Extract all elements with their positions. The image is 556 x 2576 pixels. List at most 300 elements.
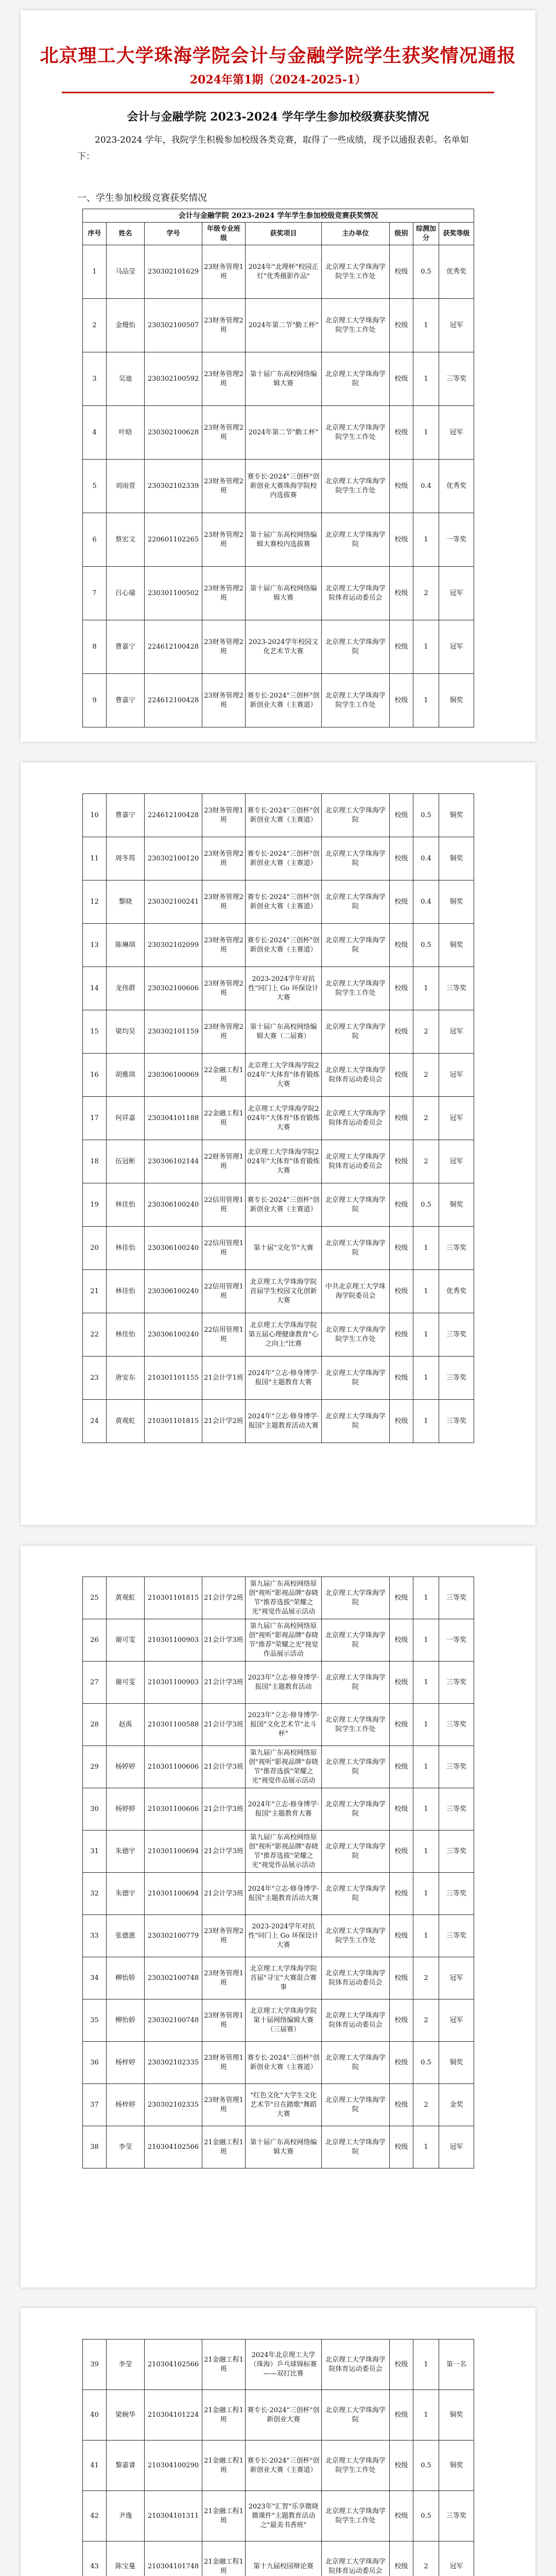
cell-name: 吴迪: [107, 352, 145, 406]
cell-project: 北京理工大学珠海学院首届学生校园文化创新大赛: [246, 1270, 322, 1313]
cell-name: 陈宝蔓: [107, 2541, 145, 2576]
cell-award: 铜奖: [439, 2441, 474, 2491]
cell-student-id: 210304101224: [145, 2390, 202, 2441]
table-row: [83, 2541, 474, 2576]
cell-score: 1: [413, 620, 439, 674]
cell-organizer: 北京理工大学珠海学院: [322, 1010, 390, 1054]
cell-project: 2024年"立志·修身博学·报国"主题教育大赛: [246, 1357, 322, 1400]
cell-organizer: 北京理工大学珠海学院: [322, 513, 390, 567]
cell-project: 赛专长·2024"三创杯"创新创业大赛珠海学院校内选拔赛: [246, 460, 322, 513]
cell-score: 1: [413, 1746, 439, 1788]
cell-project: 2024年"立志·修身博学·报国"主题教育活动大赛: [246, 1873, 322, 1915]
cell-project: 第九届广东高校网络原创"视听"影视品牌"春晓节"推荐"荣耀之光"视觉作品展示活动: [246, 1619, 322, 1662]
cell-class: 23财务管理1班: [202, 794, 246, 837]
cell-award: 铜奖: [439, 2042, 474, 2084]
cell-name: 柳怡娇: [107, 1999, 145, 2042]
cell-project: 第九届广东高校网络原创"视听"影视品牌"春晓节"推荐选拔"荣耀之光"视觉作品展示活动: [246, 1746, 322, 1788]
table-row: [83, 1873, 474, 1915]
cell-organizer: 北京理工大学珠海学院: [322, 1873, 390, 1915]
cell-class: 21会计学1班: [202, 1357, 246, 1400]
cell-number: 42: [83, 2491, 107, 2541]
cell-number: 21: [83, 1270, 107, 1313]
cell-award: 铜奖: [439, 794, 474, 837]
column-header: 综测加分: [413, 223, 439, 245]
awards-table: [82, 209, 474, 727]
cell-project: 赛专长·2024"三创杯"创新创业大赛（主赛道）: [246, 880, 322, 924]
cell-class: 21会计学2班: [202, 1400, 246, 1443]
cell-number: 3: [83, 352, 107, 406]
cell-class: 23财务管理2班: [202, 299, 246, 352]
table-row: [83, 1831, 474, 1873]
cell-award: 一等奖: [439, 1619, 474, 1662]
cell-project: 2023-2024学年对抗性"同门上 Go 环保设计大赛: [246, 1915, 322, 1957]
cell-class: 23财务管理2班: [202, 513, 246, 567]
cell-class: 23财务管理1班: [202, 2084, 246, 2126]
table-row: [83, 674, 474, 727]
cell-score: 0.5: [413, 1183, 439, 1227]
cell-name: 林佳怡: [107, 1227, 145, 1270]
cell-score: 1: [413, 2126, 439, 2168]
cell-name: 何祥嘉: [107, 1097, 145, 1140]
cell-student-id: 230306100240: [145, 1313, 202, 1357]
cell-award: 三等奖: [439, 1831, 474, 1873]
cell-student-id: 220601102265: [145, 513, 202, 567]
table-row: [83, 1313, 474, 1357]
cell-class: 21会计学3班: [202, 1619, 246, 1662]
cell-class: 22财务管理1班: [202, 1140, 246, 1183]
cell-score: 1: [413, 1227, 439, 1270]
cell-score: 2: [413, 1010, 439, 1054]
cell-student-id: 224612100428: [145, 674, 202, 727]
table-row: [83, 352, 474, 406]
cell-name: 黎晓: [107, 880, 145, 924]
cell-name: 朱德宇: [107, 1831, 145, 1873]
cell-score: 1: [413, 2390, 439, 2441]
table-body: [83, 1577, 474, 2168]
cell-student-id: 230302100241: [145, 880, 202, 924]
cell-level: 校级: [390, 1831, 413, 1873]
cell-class: 23财务管理2班: [202, 620, 246, 674]
cell-number: 43: [83, 2541, 107, 2576]
cell-name: 谢可雯: [107, 1619, 145, 1662]
table-row: [83, 2340, 474, 2390]
cell-award: 铜奖: [439, 2390, 474, 2441]
cell-level: 校级: [390, 1873, 413, 1915]
cell-student-id: 230302100748: [145, 1957, 202, 1999]
cell-level: 校级: [390, 1010, 413, 1054]
cell-score: 1: [413, 967, 439, 1010]
cell-number: 28: [83, 1704, 107, 1746]
table-row: [83, 1999, 474, 2042]
cell-class: 22信用管理1班: [202, 1227, 246, 1270]
cell-level: 校级: [390, 1577, 413, 1619]
cell-name: 梁均昊: [107, 1010, 145, 1054]
cell-class: 23财务管理1班: [202, 245, 246, 299]
cell-score: 1: [413, 1400, 439, 1443]
cell-organizer: 北京理工大学珠海学院: [322, 1619, 390, 1662]
cell-level: 校级: [390, 837, 413, 880]
document-page-3: [21, 1546, 535, 2287]
cell-name: 梁婉华: [107, 2390, 145, 2441]
cell-level: 校级: [390, 2491, 413, 2541]
cell-student-id: 210301100588: [145, 1704, 202, 1746]
cell-organizer: 北京理工大学珠海学院学生工作处: [322, 674, 390, 727]
table-body: [83, 794, 474, 1443]
cell-student-id: 230302102099: [145, 924, 202, 967]
cell-number: 32: [83, 1873, 107, 1915]
cell-project: 2023-2024学年对抗性"同门上 Go 环保设计大赛: [246, 967, 322, 1010]
cell-student-id: 230304101188: [145, 1097, 202, 1140]
cell-project: 赛专长·2024"三创杯"创新创业大赛（主赛道）: [246, 924, 322, 967]
cell-name: 李莹: [107, 2340, 145, 2390]
cell-score: 1: [413, 1577, 439, 1619]
cell-number: 41: [83, 2441, 107, 2491]
cell-class: 21会计学3班: [202, 1873, 246, 1915]
cell-award: 三等奖: [439, 1227, 474, 1270]
cell-level: 校级: [390, 620, 413, 674]
cell-number: 29: [83, 1746, 107, 1788]
column-header: 级别: [390, 223, 413, 245]
cell-name: 叶晗: [107, 406, 145, 460]
cell-level: 校级: [390, 567, 413, 620]
cell-number: 14: [83, 967, 107, 1010]
cell-student-id: 210301101155: [145, 1357, 202, 1400]
cell-number: 11: [83, 837, 107, 880]
cell-project: 北京理工大学珠海学院2024年"大体育"体育锻炼大赛: [246, 1054, 322, 1097]
cell-award: 铜奖: [439, 880, 474, 924]
cell-level: 校级: [390, 967, 413, 1010]
cell-level: 校级: [390, 1140, 413, 1183]
cell-score: 0.5: [413, 794, 439, 837]
cell-number: 37: [83, 2084, 107, 2126]
cell-organizer: 北京理工大学珠海学院: [322, 1183, 390, 1227]
cell-number: 22: [83, 1313, 107, 1357]
cell-number: 26: [83, 1619, 107, 1662]
document-page-2: [21, 762, 535, 1525]
cell-project: 北京理工大学珠海学院第五届心理健康教育"心之向上"比赛: [246, 1313, 322, 1357]
cell-organizer: 北京理工大学珠海学院学生工作处: [322, 2491, 390, 2541]
cell-name: 黎嘉睿: [107, 2441, 145, 2491]
cell-organizer: 北京理工大学珠海学院: [322, 1357, 390, 1400]
cell-student-id: 224612100428: [145, 620, 202, 674]
cell-name: 胡雅琪: [107, 1054, 145, 1097]
cell-class: 21会计学3班: [202, 1746, 246, 1788]
cell-number: 17: [83, 1097, 107, 1140]
cell-student-id: 230302100507: [145, 299, 202, 352]
cell-name: 吕心瑜: [107, 567, 145, 620]
cell-project: 2024年"立志·修身博学·报国"主题教育大赛: [246, 1788, 322, 1831]
report-subtitle: 会计与金融学院 2023-2024 学年学生参加校级赛获奖情况: [127, 110, 429, 124]
cell-award: 冠军: [439, 620, 474, 674]
cell-class: 22信用管理1班: [202, 1183, 246, 1227]
cell-class: 21金融工程1班: [202, 2340, 246, 2390]
cell-student-id: 230301100502: [145, 567, 202, 620]
cell-project: 第十届广东高校网络编辑大赛: [246, 2126, 322, 2168]
cell-class: 23财务管理2班: [202, 924, 246, 967]
cell-class: 23财务管理2班: [202, 674, 246, 727]
cell-project: 第十届"文化节"大赛: [246, 1227, 322, 1270]
cell-level: 校级: [390, 2441, 413, 2491]
cell-score: 1: [413, 2340, 439, 2390]
cell-student-id: 210304102566: [145, 2340, 202, 2390]
cell-class: 21会计学3班: [202, 1662, 246, 1704]
cell-project: 第十届广东高校网络编辑大赛校内选拔赛: [246, 513, 322, 567]
cell-level: 校级: [390, 1999, 413, 2042]
cell-level: 校级: [390, 1227, 413, 1270]
cell-award: 冠军: [439, 406, 474, 460]
cell-student-id: 210301100903: [145, 1619, 202, 1662]
cell-score: 1: [413, 1313, 439, 1357]
table-row: [83, 1915, 474, 1957]
awards-table-continued: [82, 1577, 474, 2168]
cell-organizer: 北京理工大学珠海学院: [322, 1788, 390, 1831]
table-row: [83, 1183, 474, 1227]
document-page-1: [21, 10, 535, 742]
cell-student-id: 210304101748: [145, 2541, 202, 2576]
table-row: [83, 406, 474, 460]
cell-class: 23财务管理2班: [202, 837, 246, 880]
cell-project: 赛专长·2024"三创杯"创新创业大赛（主赛道）: [246, 2042, 322, 2084]
cell-organizer: 北京理工大学珠海学院学生工作处: [322, 1704, 390, 1746]
table-row: [83, 924, 474, 967]
cell-award: 冠军: [439, 1140, 474, 1183]
cell-name: 赵禹: [107, 1704, 145, 1746]
cell-number: 27: [83, 1662, 107, 1704]
cell-organizer: 北京理工大学珠海学院体育运动委员会: [322, 1957, 390, 1999]
cell-score: 2: [413, 1054, 439, 1097]
cell-student-id: 230302102335: [145, 2042, 202, 2084]
cell-score: 0.5: [413, 2491, 439, 2541]
cell-student-id: 230302100120: [145, 837, 202, 880]
cell-award: 三等奖: [439, 967, 474, 1010]
cell-award: 三等奖: [439, 1873, 474, 1915]
cell-award: 三等奖: [439, 1313, 474, 1357]
cell-student-id: 210301100903: [145, 1662, 202, 1704]
cell-award: 三等奖: [439, 1357, 474, 1400]
cell-organizer: 北京理工大学珠海学院学生工作处: [322, 1915, 390, 1957]
table-row: [83, 245, 474, 299]
cell-score: 1: [413, 1270, 439, 1313]
cell-class: 22金融工程1班: [202, 1054, 246, 1097]
cell-project: 第十届广东高校网络编辑大赛: [246, 352, 322, 406]
cell-level: 校级: [390, 406, 413, 460]
cell-organizer: 北京理工大学珠海学院学生工作处: [322, 245, 390, 299]
cell-score: 1: [413, 352, 439, 406]
cell-organizer: 北京理工大学珠海学院: [322, 1831, 390, 1873]
cell-project: 2024年第二节"勤工杯": [246, 406, 322, 460]
cell-score: 1: [413, 1831, 439, 1873]
cell-organizer: 北京理工大学珠海学院: [322, 794, 390, 837]
cell-name: 陈琳琪: [107, 924, 145, 967]
cell-name: 张德惠: [107, 1915, 145, 1957]
cell-number: 36: [83, 2042, 107, 2084]
cell-number: 25: [83, 1577, 107, 1619]
cell-student-id: 230302100592: [145, 352, 202, 406]
cell-number: 33: [83, 1915, 107, 1957]
cell-award: 铜奖: [439, 674, 474, 727]
cell-class: 21金融工程1班: [202, 2390, 246, 2441]
cell-organizer: 北京理工大学珠海学院: [322, 352, 390, 406]
cell-name: 唐安东: [107, 1357, 145, 1400]
table-header-row: [83, 223, 474, 245]
cell-class: 21会计学3班: [202, 1788, 246, 1831]
cell-level: 校级: [390, 1788, 413, 1831]
cell-organizer: 北京理工大学珠海学院学生工作处: [322, 967, 390, 1010]
column-header: 主办单位: [322, 223, 390, 245]
cell-project: 北京理工大学珠海学院第十届网络编辑大赛（三届赛）: [246, 1999, 322, 2042]
cell-award: 三等奖: [439, 1400, 474, 1443]
table-row: [83, 1704, 474, 1746]
cell-level: 校级: [390, 1400, 413, 1443]
cell-award: 冠军: [439, 2541, 474, 2576]
cell-class: 23财务管理2班: [202, 460, 246, 513]
cell-number: 12: [83, 880, 107, 924]
cell-name: 柳怡娇: [107, 1957, 145, 1999]
cell-score: 1: [413, 1788, 439, 1831]
cell-score: 2: [413, 1957, 439, 1999]
table-row: [83, 1357, 474, 1400]
table-caption: 会计与金融学院 2023-2024 学年学生参加校级竞赛获奖情况: [83, 209, 474, 223]
table-row: [83, 1746, 474, 1788]
cell-name: 杨婷婷: [107, 1788, 145, 1831]
cell-project: 第十九届校园辩论赛: [246, 2541, 322, 2576]
cell-name: 杨婷婷: [107, 1746, 145, 1788]
cell-organizer: 北京理工大学珠海学院体育运动委员会: [322, 1054, 390, 1097]
cell-level: 校级: [390, 1619, 413, 1662]
table-row: [83, 567, 474, 620]
cell-organizer: 北京理工大学珠海学院: [322, 924, 390, 967]
cell-number: 24: [83, 1400, 107, 1443]
cell-name: 伍冠彬: [107, 1140, 145, 1183]
cell-class: 23财务管理1班: [202, 1957, 246, 1999]
cell-number: 30: [83, 1788, 107, 1831]
cell-class: 23财务管理2班: [202, 406, 246, 460]
cell-award: 冠军: [439, 2126, 474, 2168]
cell-student-id: 230302102335: [145, 2084, 202, 2126]
cell-class: 23财务管理2班: [202, 880, 246, 924]
cell-student-id: 230302102339: [145, 460, 202, 513]
table-row: [83, 2126, 474, 2168]
table-row: [83, 1577, 474, 1619]
cell-organizer: 北京理工大学珠海学院体育运动委员会: [322, 2340, 390, 2390]
cell-award: 第一名: [439, 2340, 474, 2390]
cell-score: 1: [413, 1704, 439, 1746]
cell-level: 校级: [390, 1313, 413, 1357]
table-row: [83, 2491, 474, 2541]
cell-award: 铜奖: [439, 1183, 474, 1227]
cell-name: 李莹: [107, 2126, 145, 2168]
cell-score: 1: [413, 1357, 439, 1400]
cell-student-id: 230306100240: [145, 1270, 202, 1313]
cell-name: 曹嘉宁: [107, 794, 145, 837]
cell-score: 2: [413, 2541, 439, 2576]
cell-award: 铜奖: [439, 924, 474, 967]
cell-project: 2024年"北理杯"校园正灯"优秀摄影作品": [246, 245, 322, 299]
cell-number: 19: [83, 1183, 107, 1227]
intro-paragraph: 2023-2024 学年，我院学生积极参加校级各类竞赛，取得了一些成绩，现予以通报表彰。名单如下：: [77, 135, 469, 162]
cell-number: 35: [83, 1999, 107, 2042]
cell-name: 杨梓婷: [107, 2084, 145, 2126]
cell-class: 21金融工程1班: [202, 2441, 246, 2491]
table-row: [83, 2441, 474, 2491]
cell-organizer: 北京理工大学珠海学院体育运动委员会: [322, 567, 390, 620]
cell-number: 10: [83, 794, 107, 837]
cell-award: 优秀奖: [439, 245, 474, 299]
cell-project: 第九届广东高校网络原创"视听"影视品牌"春晓节"推荐选拔"荣耀之光"视觉作品展示活动: [246, 1831, 322, 1873]
cell-award: 三等奖: [439, 1662, 474, 1704]
cell-name: 尹逸: [107, 2491, 145, 2541]
cell-name: 龙伟群: [107, 967, 145, 1010]
cell-name: 杨梓婷: [107, 2042, 145, 2084]
cell-name: 金熳怡: [107, 299, 145, 352]
cell-name: 林佳怡: [107, 1270, 145, 1313]
cell-project: 第十届广东高校网络编辑大赛: [246, 567, 322, 620]
cell-level: 校级: [390, 2084, 413, 2126]
cell-level: 校级: [390, 352, 413, 406]
cell-organizer: 北京理工大学珠海学院体育运动委员会: [322, 2541, 390, 2576]
table-row: [83, 1400, 474, 1443]
cell-class: 21会计学3班: [202, 1704, 246, 1746]
cell-award: 优秀奖: [439, 460, 474, 513]
cell-organizer: 北京理工大学珠海学院: [322, 2042, 390, 2084]
cell-number: 4: [83, 406, 107, 460]
cell-score: 2: [413, 1097, 439, 1140]
cell-class: 23财务管理2班: [202, 352, 246, 406]
column-header: 学号: [145, 223, 202, 245]
red-divider: [62, 92, 494, 93]
cell-level: 校级: [390, 2126, 413, 2168]
table-row: [83, 513, 474, 567]
cell-level: 校级: [390, 674, 413, 727]
cell-name: 谢可雯: [107, 1662, 145, 1704]
cell-award: 冠军: [439, 1010, 474, 1054]
cell-level: 校级: [390, 1270, 413, 1313]
cell-student-id: 210301100694: [145, 1831, 202, 1873]
table-row: [83, 2042, 474, 2084]
cell-award: 金奖: [439, 2084, 474, 2126]
cell-project: 2023年"立志·修身博学·报国"文化艺术节"北斗杯": [246, 1704, 322, 1746]
cell-class: 21会计学2班: [202, 1577, 246, 1619]
cell-level: 校级: [390, 794, 413, 837]
cell-number: 38: [83, 2126, 107, 2168]
cell-name: 蔡宏文: [107, 513, 145, 567]
cell-number: 18: [83, 1140, 107, 1183]
cell-score: 1: [413, 513, 439, 567]
cell-name: 黄观虹: [107, 1577, 145, 1619]
cell-student-id: 210301100606: [145, 1788, 202, 1831]
cell-score: 0.5: [413, 245, 439, 299]
document-page-4: [21, 2308, 535, 2576]
cell-score: 2: [413, 567, 439, 620]
table-row: [83, 1957, 474, 1999]
cell-name: 黄观虹: [107, 1400, 145, 1443]
cell-project: 2023年"汇智"乐享微晓微课件"主题教育活动之"最美书香班": [246, 2491, 322, 2541]
table-row: [83, 2390, 474, 2441]
awards-table-continued: [82, 793, 474, 1443]
cell-name: 曹嘉宁: [107, 674, 145, 727]
cell-class: 23财务管理2班: [202, 567, 246, 620]
cell-project: 北京理工大学珠海学院2024年"大体育"体育锻炼大赛: [246, 1097, 322, 1140]
table-row: [83, 1054, 474, 1097]
cell-organizer: 中共北京理工大学珠海学院委员会: [322, 1270, 390, 1313]
cell-student-id: 230306100240: [145, 1183, 202, 1227]
table-row: [83, 1619, 474, 1662]
cell-score: 2: [413, 1999, 439, 2042]
bulletin-title: 北京理工大学珠海学院会计与金融学院学生获奖情况通报: [40, 45, 516, 66]
cell-student-id: 210301100694: [145, 1873, 202, 1915]
cell-award: 三等奖: [439, 1746, 474, 1788]
cell-student-id: 210304102566: [145, 2126, 202, 2168]
